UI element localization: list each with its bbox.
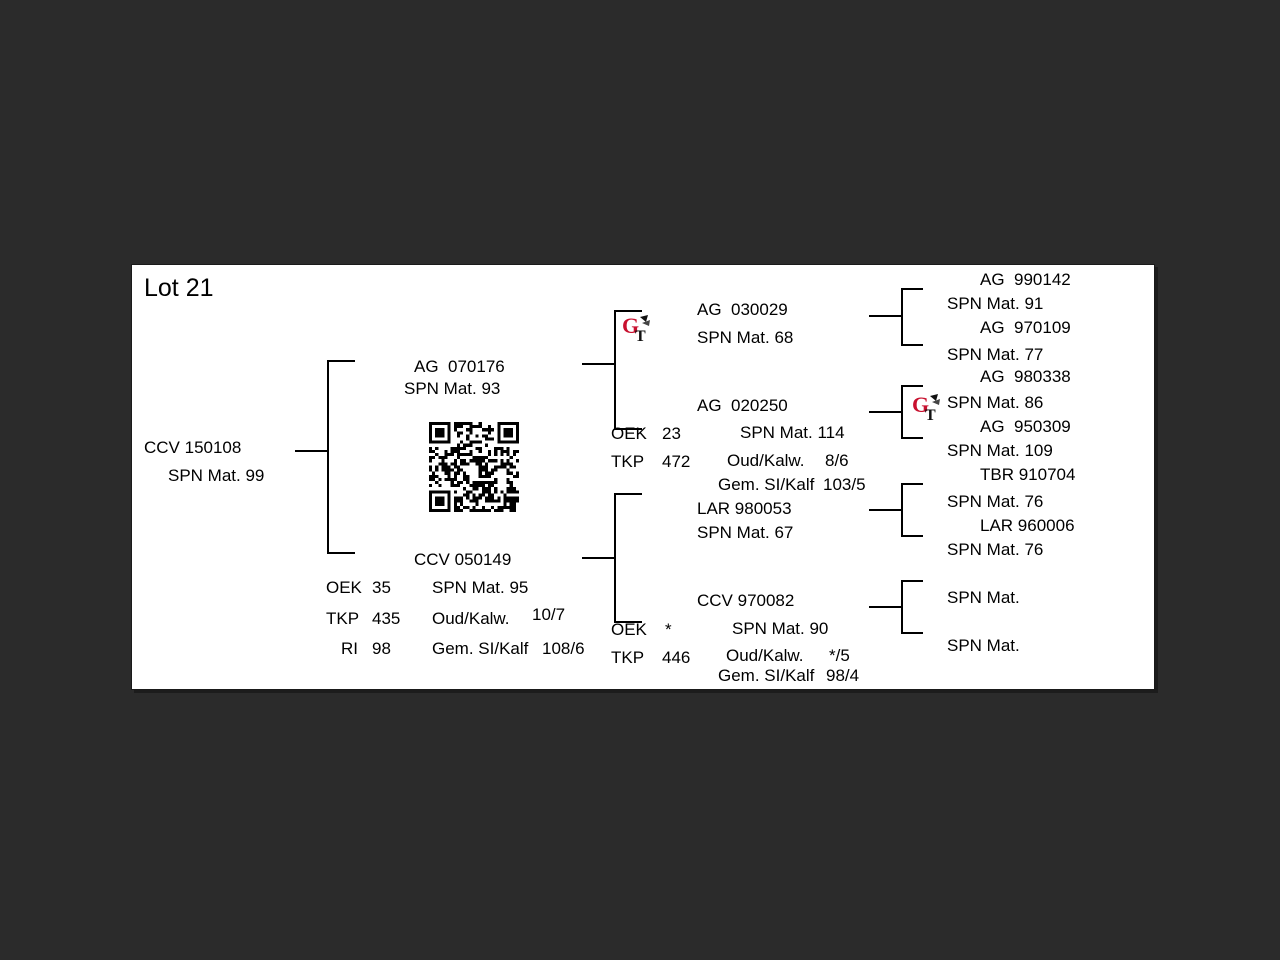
gen2-0-name: AG 030029 [697,300,788,319]
bracket-line [614,493,616,621]
svg-text:T: T [635,328,646,345]
gen2-1-name: AG 020250 [697,396,788,415]
gen1-1-extra-label-1: Gem. SI/Kalf [432,639,529,658]
gen3-7-name: SPN Mat. [947,636,1020,655]
bracket-line [295,450,327,452]
gen1-1-stat-label-0: OEK [326,578,362,597]
bracket-line [869,606,901,608]
svg-text:G: G [912,392,930,417]
gen2-1-stat-label-0: OEK [611,424,647,443]
gen2-1-stat-value-1: 472 [662,452,691,471]
bracket-line [901,632,923,634]
bracket-line [614,493,642,495]
pedigree-card [131,264,1155,690]
bracket-line [901,580,903,632]
gen2-1-extra-value-1: 103/5 [823,475,866,494]
svg-text:T: T [925,407,936,424]
gen2-2-mat: SPN Mat. 67 [697,523,794,542]
gen1-1-mat: SPN Mat. 95 [432,578,529,597]
gen3-2-name: SPN Mat. 86 [947,393,1044,412]
gen2-3-name: CCV 970082 [697,591,795,610]
gen2-1-stat-label-1: TKP [611,452,645,471]
bracket-line [327,552,355,554]
gen2-1-extra-label-1: Gem. SI/Kalf [718,475,815,494]
gen1-0-name: AG 070176 [414,357,505,376]
gen2-0-mat: SPN Mat. 68 [697,328,794,347]
bracket-line [901,344,923,346]
gen2-3-mat: SPN Mat. 90 [732,619,829,638]
gt-logo-icon [620,311,656,347]
gen2-1-stat-value-0: 23 [662,424,681,443]
bracket-line [582,363,614,365]
bracket-line [901,483,903,535]
bracket-line [901,580,923,582]
bracket-line [901,288,923,290]
gen3-1-name: SPN Mat. 77 [947,345,1044,364]
bracket-line [869,411,901,413]
gen2-3-extra-label-1: Gem. SI/Kalf [718,666,815,685]
gen1-1-extra-value-0: 10/7 [532,605,566,624]
gen3-4-bottom: LAR 960006 [980,516,1075,535]
gen1-1-stat-value-0: 35 [372,578,391,597]
lot-title: Lot 21 [144,274,214,302]
gen3-3-name: SPN Mat. 109 [947,441,1053,460]
bracket-line [327,360,355,362]
gen3-1-bottom: AG 980338 [980,367,1071,386]
gen1-1-extra-value-1: 108/6 [542,639,585,658]
bracket-line [614,310,616,428]
gen2-1-extra-value-0: 8/6 [825,451,849,470]
gen3-0-name: SPN Mat. 91 [947,294,1044,313]
gen2-3-stat-label-1: TKP [611,648,645,667]
root-name: CCV 150108 [144,438,242,457]
bracket-line [869,315,901,317]
gen3-3-bottom: TBR 910704 [980,465,1076,484]
bracket-line [582,557,614,559]
gen2-3-stat-label-0: OEK [611,620,647,639]
gen1-1-stat-label-2: RI [341,639,358,658]
bracket-line [901,385,903,437]
gen1-1-stat-value-2: 98 [372,639,391,658]
gen2-1-mat: SPN Mat. 114 [740,423,845,442]
gen1-0-mat: SPN Mat. 93 [404,379,501,398]
gen3-2-bottom: AG 950309 [980,417,1071,436]
gt-logo-icon [910,390,946,426]
gen1-1-name: CCV 050149 [414,550,512,569]
bracket-line [901,437,923,439]
gen1-1-stat-value-1: 435 [372,609,401,628]
bracket-line [901,385,923,387]
gen2-3-stat-value-1: 446 [662,648,691,667]
qr-code [429,422,519,512]
gen3-4-name: SPN Mat. 76 [947,492,1044,511]
svg-text:G: G [622,313,640,338]
root-mat: SPN Mat. 99 [168,466,265,485]
gen2-3-stat-value-0: * [665,620,672,639]
gen3-0-bottom: AG 970109 [980,318,1071,337]
bracket-line [901,535,923,537]
gen3-6-name: SPN Mat. [947,588,1020,607]
bracket-line [869,509,901,511]
gen2-3-extra-value-1: 98/4 [826,666,860,685]
gen2-2-name: LAR 980053 [697,499,792,518]
bracket-line [901,288,903,344]
gen3-5-name: SPN Mat. 76 [947,540,1044,559]
gen2-3-extra-label-0: Oud/Kalw. [726,646,804,665]
gen1-1-stat-label-1: TKP [326,609,360,628]
gen2-1-extra-label-0: Oud/Kalw. [727,451,805,470]
gen2-3-extra-value-0: */5 [829,646,850,665]
gen3-0-top: AG 990142 [980,270,1071,289]
bracket-line [327,360,329,552]
bracket-line [901,483,923,485]
gen1-1-extra-label-0: Oud/Kalw. [432,609,510,628]
